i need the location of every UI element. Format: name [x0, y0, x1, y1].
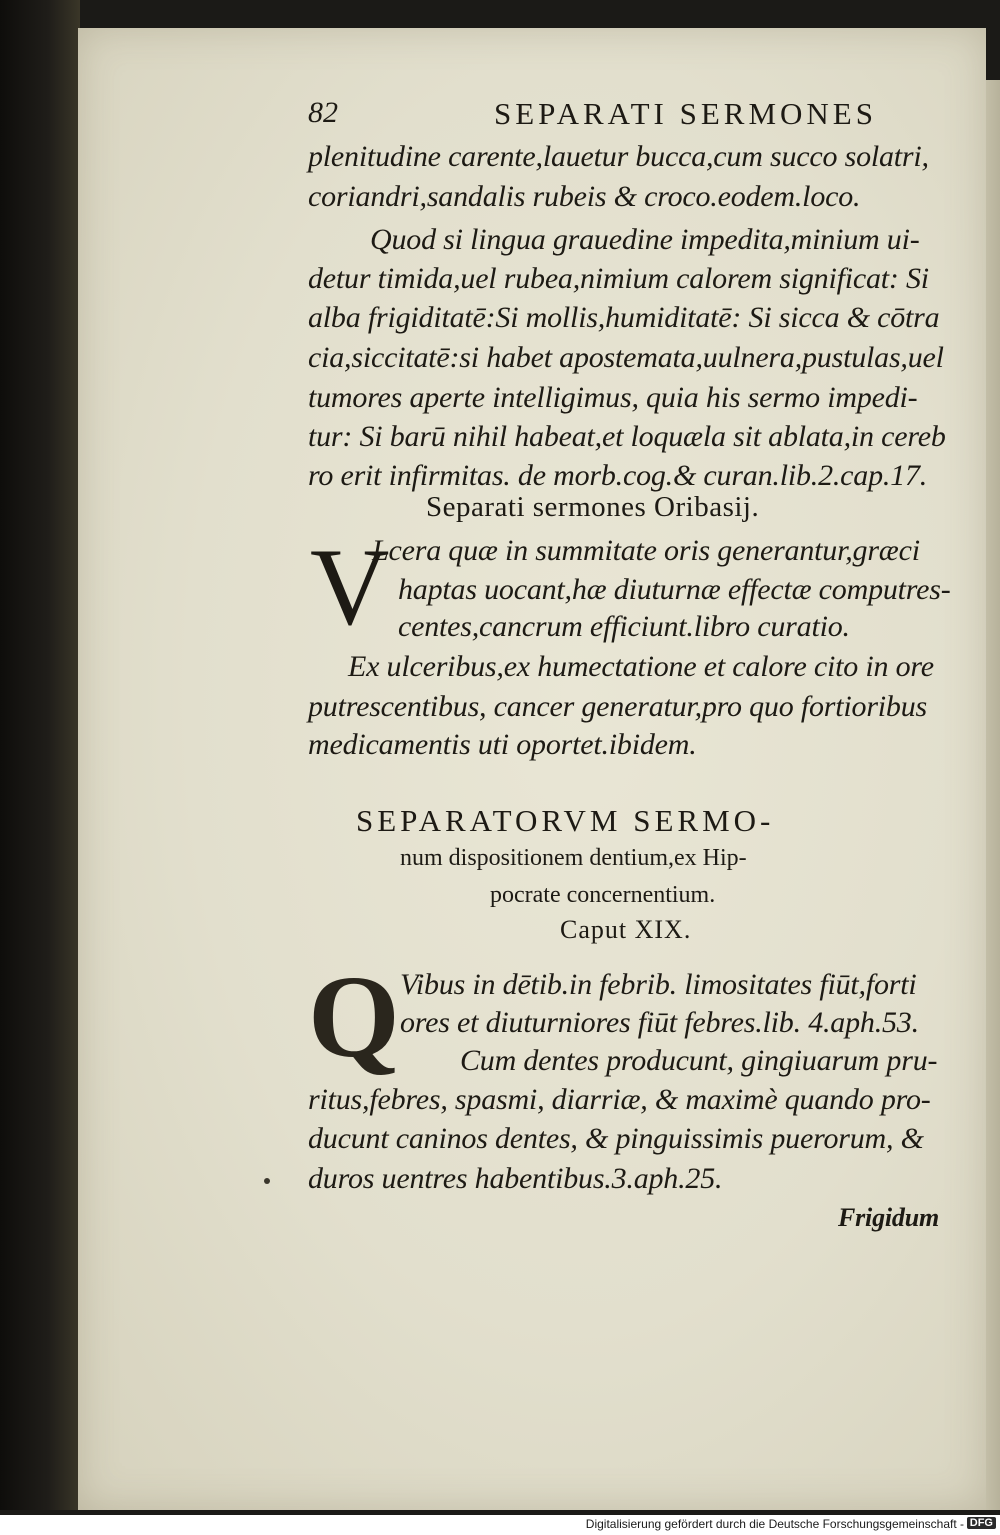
- text-line: tur: Si barū nihil habeat,et loquæla sit ablata,in cereb: [308, 420, 946, 453]
- running-head: SEPARATI SERMONES: [494, 96, 877, 131]
- section-heading: Separati sermones Oribasij.: [426, 491, 760, 523]
- drop-cap-q: Q: [308, 951, 400, 1082]
- text-line: plenitudine carente,lauetur bucca,cum succo solatri,: [308, 140, 929, 173]
- text-line: coriandri,sandalis rubeis & croco.eodem.loco.: [308, 180, 861, 213]
- text-line: Quod si lingua grauedine impedita,minium ui-: [370, 223, 920, 256]
- book-spine-shadow: [0, 0, 80, 1510]
- text-line: medicamentis uti oportet.ibidem.: [308, 728, 697, 761]
- text-line: detur timida,uel rubea,nimium calorem significat: Si: [308, 262, 929, 295]
- chapter-subtitle-line: pocrate concernentium.: [490, 882, 716, 908]
- text-line: putrescentibus, cancer generatur,pro quo fortioribus: [308, 690, 927, 723]
- text-line: tumores aperte intelligimus, quia his sermo impedi-: [308, 381, 918, 414]
- text-line: Vibus in dētib.in febrib. limositates fiūt,forti: [400, 968, 917, 1001]
- text-line: Ex ulceribus,ex humectatione et calore cito in ore: [348, 650, 934, 683]
- chapter-subtitle-line: num dispositionem dentium,ex Hip-: [400, 845, 747, 871]
- drop-cap-v: V: [310, 526, 390, 648]
- text-line: ducunt caninos dentes, & pinguissimis puerorum, &: [308, 1122, 924, 1155]
- text-line: duros uentres habentibus.3.aph.25.: [308, 1162, 723, 1195]
- digitization-credit: Digitalisierung gefördert durch die Deutsche Forschungsgemeinschaft -: [585, 1517, 964, 1531]
- footer-bar: [0, 1515, 1000, 1535]
- text-line: Cum dentes producunt, gingiuarum pru-: [460, 1044, 938, 1077]
- text-line: ritus,febres, spasmi, diarriæ, & maximè quando pro-: [308, 1083, 931, 1116]
- dfg-logo: DFG: [967, 1517, 996, 1529]
- page-number: 82: [308, 96, 338, 129]
- chapter-number: Caput XIX.: [560, 915, 692, 944]
- text-line: centes,cancrum efficiunt.libro curatio.: [398, 610, 850, 643]
- text-line: haptas uocant,hæ diuturnæ effectæ computres-: [398, 573, 951, 606]
- text-line: alba frigiditatē:Si mollis,humiditatē: Si sicca & cōtra: [308, 301, 940, 334]
- text-line: ores et diuturniores fiūt febres.lib. 4.aph.53.: [400, 1006, 919, 1039]
- catchword: Frigidum: [838, 1203, 939, 1232]
- margin-mark: [264, 1178, 270, 1184]
- text-line: ro erit infirmitas. de morb.cog.& curan.lib.2.cap.17.: [308, 459, 928, 492]
- chapter-title: SEPARATORVM SERMO-: [356, 803, 775, 838]
- text-line: cia,siccitatē:si habet apostemata,uulnera,pustulas,uel: [308, 341, 944, 374]
- text-line: Lcera quæ in summitate oris generantur,græci: [372, 534, 920, 567]
